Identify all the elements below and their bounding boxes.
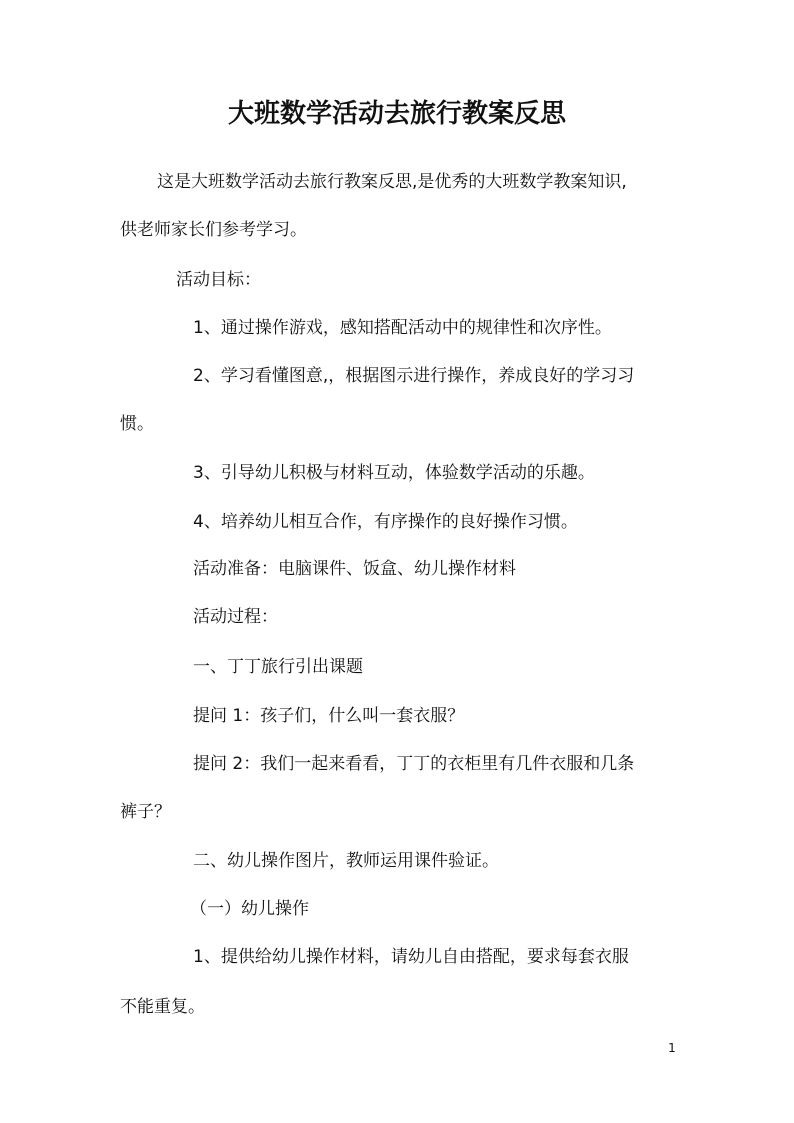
section-1: 一、丁丁旅行引出课题 [193,657,363,677]
intro-line-1: 这是大班数学活动去旅行教案反思,是优秀的大班数学教案知识, [157,172,627,192]
subsection-1: （一）幼儿操作 [190,899,309,919]
step-1-line-1: 1、提供给幼儿操作材料，请幼儿自由搭配，要求每套衣服 [193,947,629,967]
page-number: 1 [668,1041,676,1055]
preparation: 活动准备：电脑课件、饭盒、幼儿操作材料 [193,559,516,579]
goal-2-line-1: 2、学习看懂图意,，根据图示进行操作，养成良好的学习习 [193,366,635,386]
question-2-line-1: 提问 2：我们一起来看看，丁丁的衣柜里有几件衣服和几条 [193,754,635,774]
step-1-line-2: 不能重复。 [120,997,205,1017]
question-2-line-2: 裤子？ [120,802,171,822]
intro-line-2: 供老师家长们参考学习。 [120,220,307,240]
goals-heading: 活动目标： [176,270,261,290]
goal-1: 1、通过操作游戏，感知搭配活动中的规律性和次序性。 [193,318,612,338]
goal-3: 3、引导幼儿积极与材料互动，体验数学活动的乐趣。 [193,463,595,483]
question-1: 提问 1：孩子们，什么叫一套衣服？ [193,706,465,726]
section-2: 二、幼儿操作图片，教师运用课件验证。 [193,851,499,871]
process-heading: 活动过程： [193,607,278,627]
goal-4: 4、培养幼儿相互合作，有序操作的良好操作习惯。 [193,512,578,532]
goal-2-line-2: 惯。 [120,414,154,434]
document-title: 大班数学活动去旅行教案反思 [227,99,566,129]
